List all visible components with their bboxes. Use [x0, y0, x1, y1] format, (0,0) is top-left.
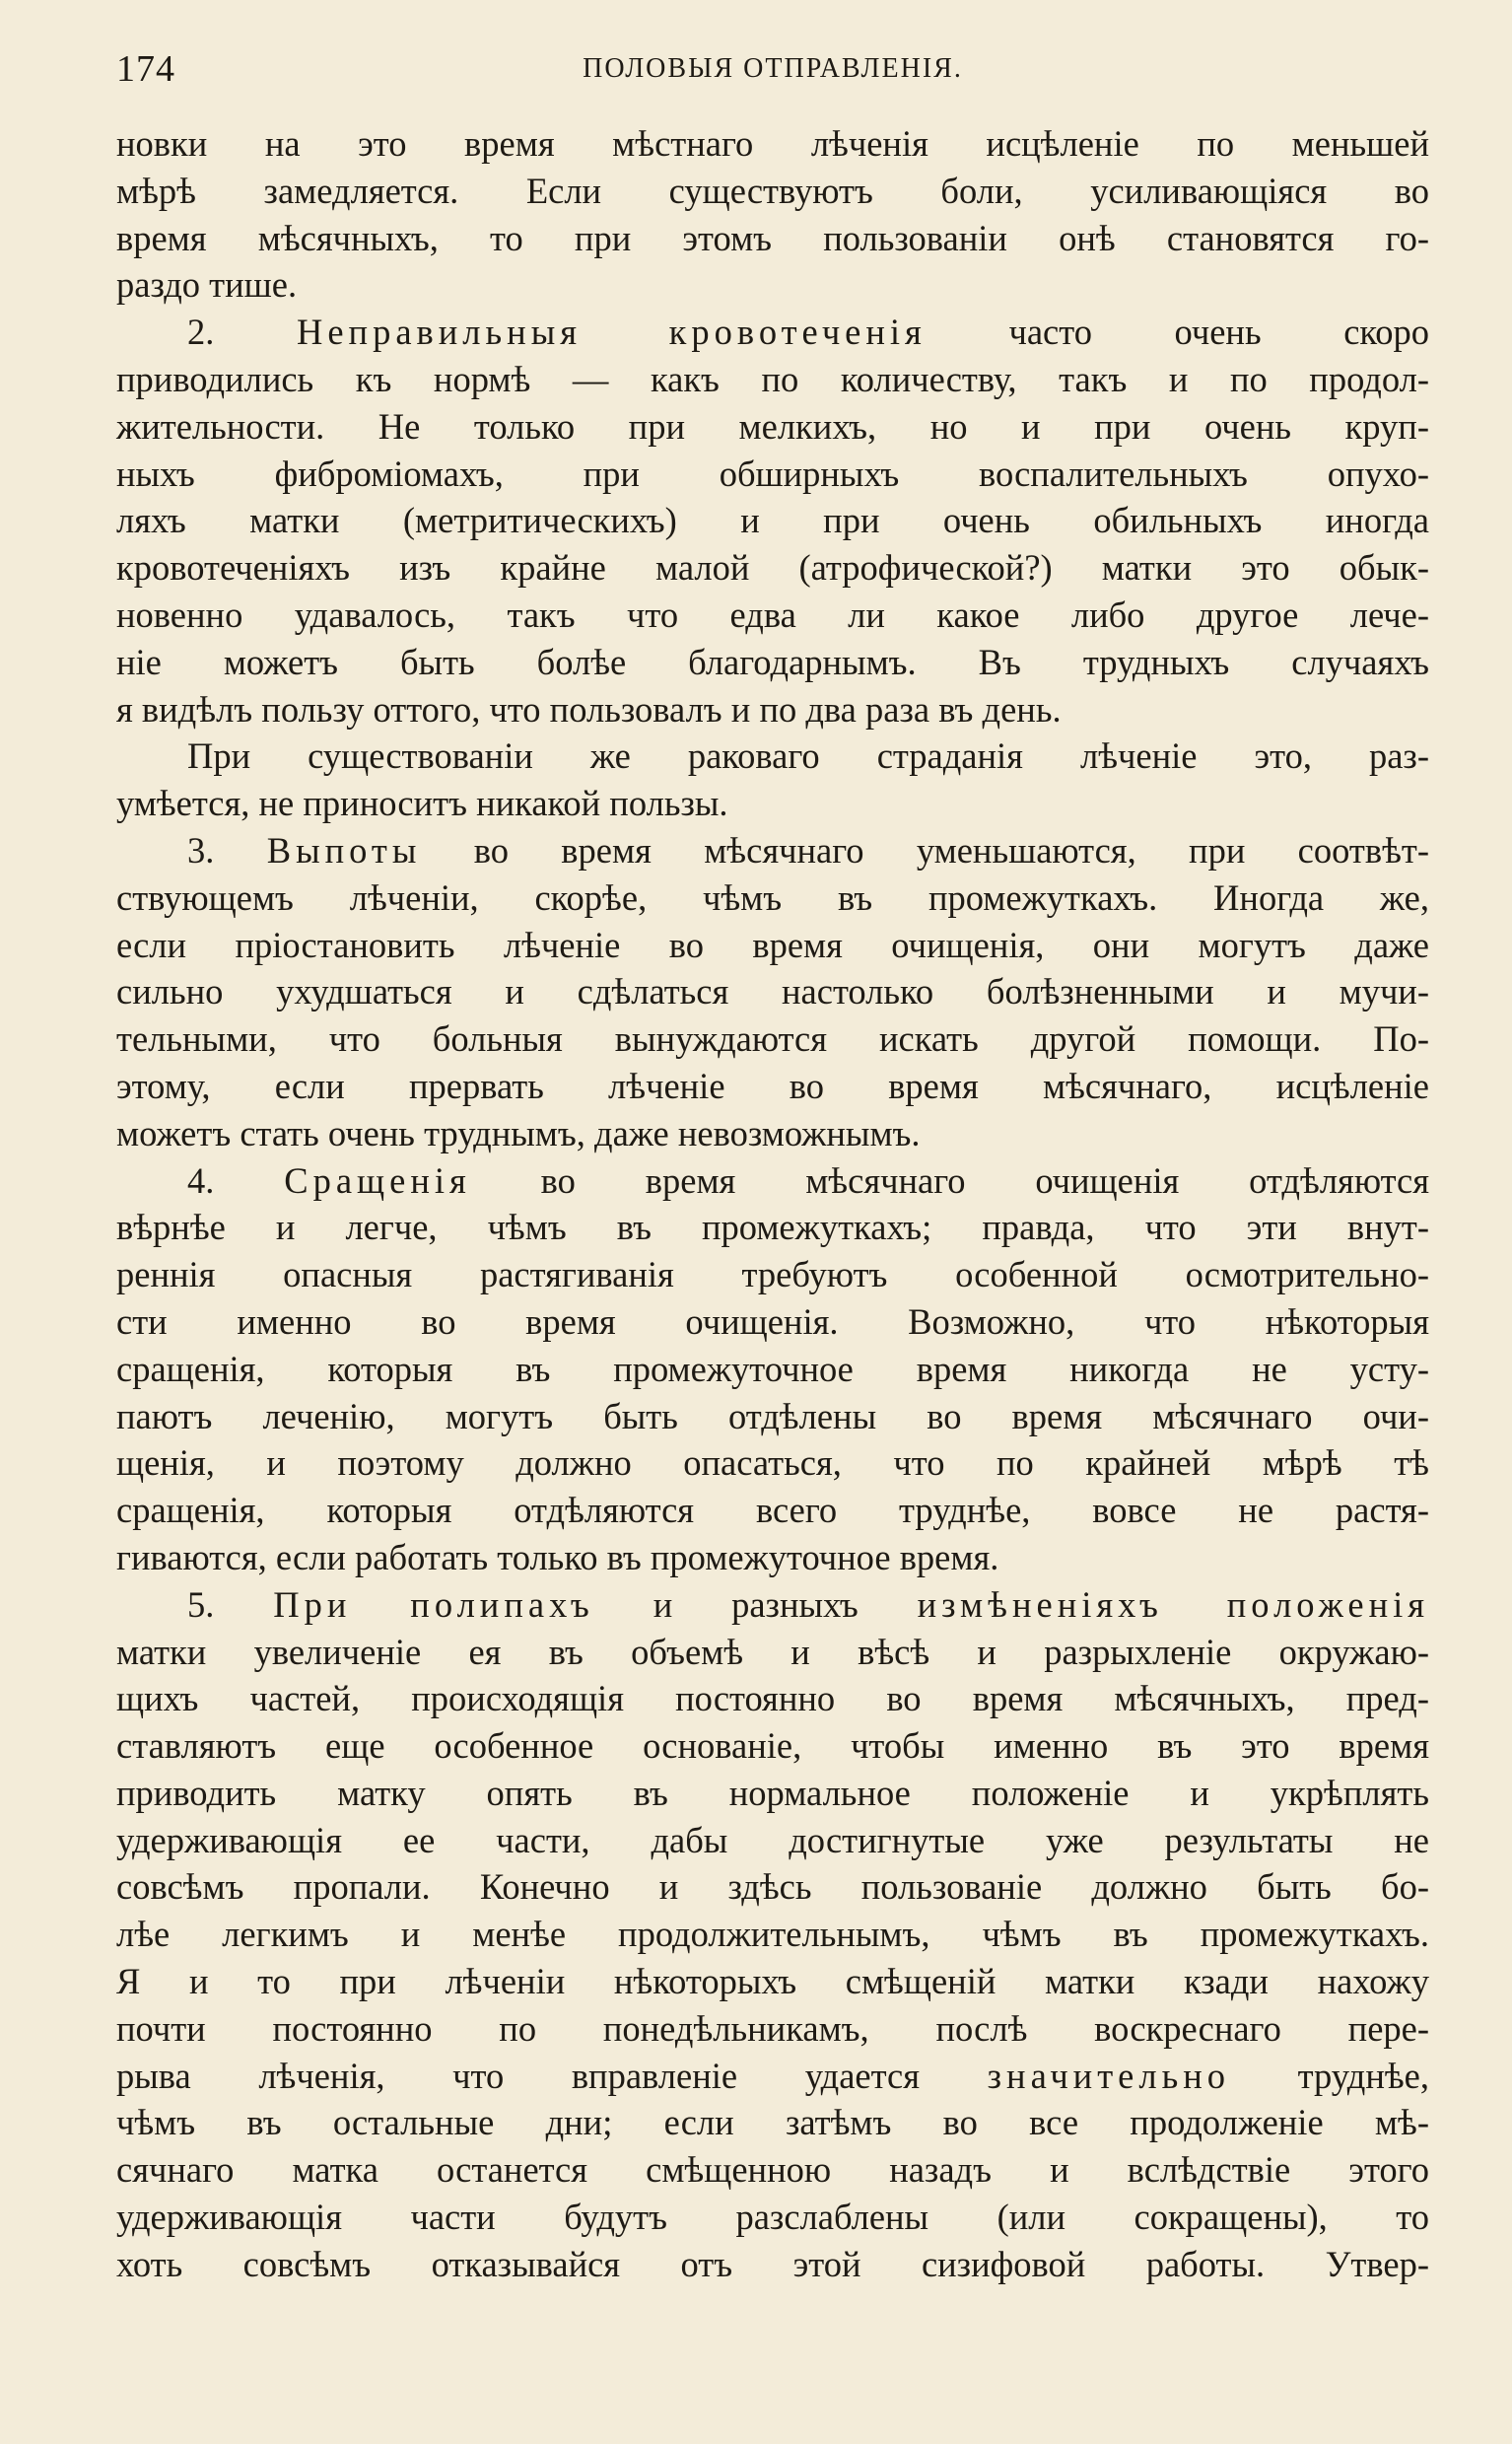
- book-page: [116, 47, 1429, 2413]
- spaced-term: полипахъ: [410, 1583, 594, 1625]
- text-line: удерживающія части будутъ разслаблены (или сокращены), то: [116, 2197, 1429, 2238]
- text-line: если пріостановить лѣченіе во время очищенія, они могутъ даже: [116, 924, 1429, 965]
- text-fragment: труднѣе,: [1297, 2055, 1430, 2096]
- text-line: мѣрѣ замедляется. Если существуютъ боли, усиливающіяся во: [116, 170, 1429, 211]
- item-number: 4.: [187, 1159, 215, 1201]
- text-line: щихъ частей, происходящія постоянно во время мѣсячныхъ, пред-: [116, 1678, 1429, 1719]
- text-line: Я и то при лѣченіи нѣкоторыхъ смѣщеній матки кзади нахожу: [116, 1961, 1429, 2002]
- text-line: этому, если прервать лѣченіе во время мѣсячнаго, исцѣленіе: [116, 1065, 1429, 1106]
- text-fragment: часто очень скоро: [1008, 312, 1430, 353]
- text-line: ствующемъ лѣченіи, скорѣе, чѣмъ въ промежуткахъ. Иногда же,: [116, 876, 1429, 918]
- text-line: ныхъ фиброміомахъ, при обширныхъ воспалительныхъ опухо-: [116, 453, 1429, 494]
- text-line: хоть совсѣмъ отказывайся отъ этой сизифовой работы. Утвер-: [116, 2243, 1429, 2284]
- text-line: сти именно во время очищенія. Возможно, что нѣкоторыя: [116, 1300, 1429, 1342]
- text-line: жительности. Не только при мелкихъ, но и при очень круп-: [116, 405, 1429, 447]
- text-line: При существованіи же раковаго страданія лѣченіе это, раз-: [187, 735, 1429, 777]
- text-line: вѣрнѣе и легче, чѣмъ въ промежуткахъ; правда, что эти внут-: [116, 1207, 1429, 1248]
- text-line: я видѣлъ пользу оттого, что пользовалъ и по два раза въ день.: [116, 688, 1062, 730]
- spaced-term: Выпоты: [266, 829, 422, 871]
- body-text: [116, 120, 1429, 2288]
- page-number: 174: [116, 48, 175, 90]
- text-line: время мѣсячныхъ, то при этомъ пользованіи онѣ становятся го-: [116, 217, 1429, 258]
- text-fragment: во время мѣсячнаго очищенія отдѣляются: [540, 1159, 1429, 1201]
- text-fragment: При: [273, 1583, 352, 1625]
- text-line: совсѣмъ пропали. Конечно и здѣсь пользованіе должно быть бо-: [116, 1866, 1429, 1908]
- text-line: умѣется, не приноситъ никакой пользы.: [116, 783, 728, 824]
- text-line: тельными, что больныя вынуждаются искать другой помощи. По-: [116, 1018, 1429, 1060]
- text-line: [116, 827, 1429, 874]
- text-line: ляхъ матки (метритическихъ) и при очень обильныхъ иногда: [116, 500, 1429, 541]
- text-line: лѣе легкимъ и менѣе продолжительнымъ, чѣмъ въ промежуткахъ.: [116, 1914, 1429, 1955]
- text-line: щенія, и поэтому должно опасаться, что по крайней мѣрѣ тѣ: [116, 1442, 1429, 1484]
- text-line: реннія опасныя растягиванія требуютъ особенной осмотрительно-: [116, 1254, 1429, 1295]
- text-line: сячнаго матка останется смѣщенною назадъ и вслѣдствіе этого: [116, 2149, 1429, 2191]
- spaced-term: значительно: [987, 2055, 1231, 2096]
- text-line: сращенія, которыя въ промежуточное время никогда не усту-: [116, 1348, 1429, 1389]
- text-fragment: рыва лѣченія, что вправленіе удается: [116, 2055, 920, 2096]
- spaced-term: измѣненіяхъ положенія: [917, 1583, 1430, 1625]
- text-line: матки увеличеніе ея въ объемѣ и вѣсѣ и разрыхленіе окружаю-: [116, 1631, 1429, 1672]
- text-line: приводились къ нормѣ — какъ по количеству, такъ и по продол-: [116, 358, 1429, 399]
- text-line: удерживающія ее части, дабы достигнутые уже результаты не: [116, 1819, 1429, 1860]
- running-title: ПОЛОВЫЯ ОТПРАВЛЕНІЯ.: [583, 53, 963, 84]
- spaced-term: Сращенія: [284, 1159, 471, 1201]
- text-line: ніе можетъ быть болѣе благодарнымъ. Въ трудныхъ случаяхъ: [116, 641, 1429, 682]
- text-line: почти постоянно по понедѣльникамъ, послѣ воскреснаго пере-: [116, 2007, 1429, 2049]
- text-line: новенно удавалось, такъ что едва ли какое либо другое лече-: [116, 594, 1429, 635]
- text-line: [116, 309, 1429, 356]
- text-line: сильно ухудшаться и сдѣлаться настолько болѣзненными и мучи-: [116, 971, 1429, 1013]
- text-fragment: во время мѣсячнаго уменьшаются, при соотвѣт-: [473, 829, 1430, 871]
- text-line: раздо тише.: [116, 264, 298, 306]
- text-line: сращенія, которыя отдѣляются всего труднѣе, вовсе не растя-: [116, 1490, 1429, 1531]
- spaced-term: Неправильныя кровотеченія: [296, 312, 927, 353]
- text-fragment: и разныхъ: [653, 1583, 859, 1625]
- text-line: приводить матку опять въ нормальное положеніе и укрѣплять: [116, 1772, 1429, 1813]
- text-line: паютъ леченію, могутъ быть отдѣлены во время мѣсячнаго очи-: [116, 1395, 1429, 1436]
- text-line: гиваются, если работать только въ промежуточное время.: [116, 1536, 999, 1577]
- text-line: [116, 2053, 1429, 2100]
- text-line: кровотеченіяхъ изъ крайне малой (атрофической?) матки это обык-: [116, 547, 1429, 589]
- item-number: 2.: [187, 312, 215, 353]
- item-number: 3.: [187, 829, 215, 871]
- text-line: [116, 1157, 1429, 1205]
- text-line: ставляютъ еще особенное основаніе, чтобы именно въ это время: [116, 1725, 1429, 1767]
- text-line: [116, 1581, 1429, 1629]
- text-line: можетъ стать очень труднымъ, даже невозможнымъ.: [116, 1112, 921, 1153]
- page-header: [116, 47, 1429, 108]
- text-line: новки на это время мѣстнаго лѣченія исцѣленіе по меньшей: [116, 123, 1429, 164]
- item-number: 5.: [187, 1583, 215, 1625]
- text-line: чѣмъ въ остальные дни; если затѣмъ во все продолженіе мѣ-: [116, 2102, 1429, 2143]
